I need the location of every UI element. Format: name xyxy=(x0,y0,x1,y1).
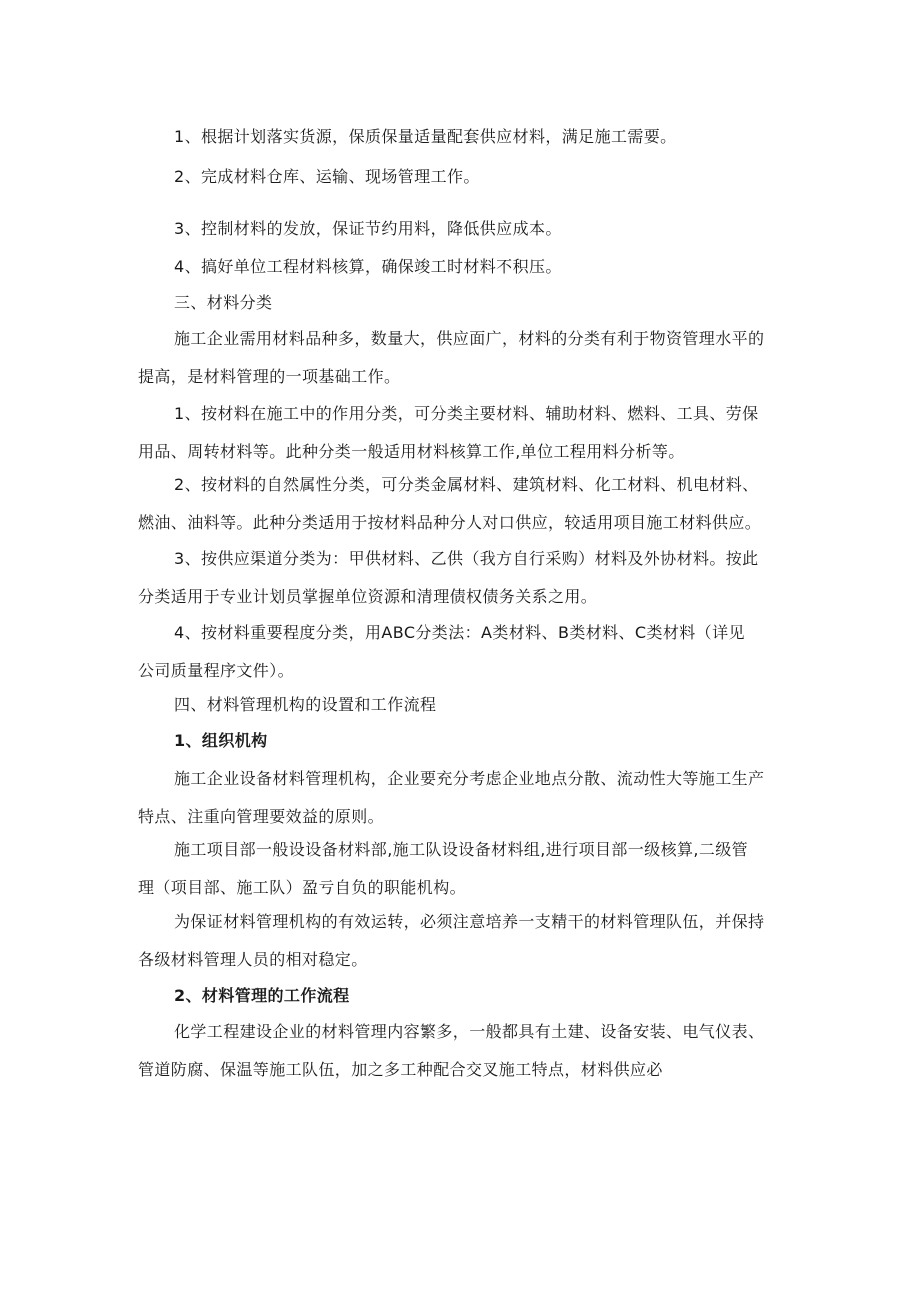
paragraph-line: 各级材料管理人员的相对稳定。 xyxy=(138,949,368,969)
paragraph-organization-1 xyxy=(138,760,798,835)
paragraph-workflow-1 xyxy=(138,1013,798,1088)
paragraph-line: 4、按材料重要程度分类，用ABC分类法：A类材料、B类材料、C类材料（详见 xyxy=(174,623,745,642)
paragraph-line: 2、完成材料仓库、运输、现场管理工作。 xyxy=(174,167,480,186)
paragraph-line: 化学工程建设企业的材料管理内容繁多，一般都具有土建、设备安装、电气仪表、 xyxy=(174,1022,765,1041)
paragraph-line: 燃油、油料等。此种分类适用于按材料品种分人对口供应，较适用项目施工材料供应。 xyxy=(138,512,762,532)
paragraph-line: 为保证材料管理机构的有效运转，必须注意培养一支精干的材料管理队伍，并保持 xyxy=(174,912,765,931)
paragraph-line: 分类适用于专业计划员掌握单位资源和清理债权债务关系之用。 xyxy=(138,586,598,606)
paragraph-line: 管道防腐、保温等施工队伍，加之多工种配合交叉施工特点，材料供应必 xyxy=(138,1059,663,1079)
paragraph-classification-3 xyxy=(138,540,798,615)
paragraph-item-1 xyxy=(138,118,798,156)
paragraph-line: 2、按材料的自然属性分类，可分类金属材料、建筑材料、化工材料、机电材料、 xyxy=(174,475,759,494)
paragraph-line: 1、根据计划落实货源，保质保量适量配套供应材料，满足施工需要。 xyxy=(174,127,677,146)
paragraph-line: 特点、注重向管理要效益的原则。 xyxy=(138,806,385,826)
paragraph-line: 公司质量程序文件）。 xyxy=(138,660,295,680)
paragraph-classification-2 xyxy=(138,466,798,541)
paragraph-classification-intro xyxy=(138,320,798,395)
paragraph-organization-3 xyxy=(138,903,798,978)
paragraph-item-2 xyxy=(138,158,798,196)
paragraph-line: 1、按材料在施工中的作用分类，可分类主要材料、辅助材料、燃料、工具、劳保 xyxy=(174,404,759,423)
paragraph-line: 3、按供应渠道分类为：甲供材料、乙供（我方自行采购）材料及外协材料。按此 xyxy=(174,549,759,568)
paragraph-line: 3、控制材料的发放，保证节约用料，降低供应成本。 xyxy=(174,219,562,238)
section-heading-3 xyxy=(138,284,798,322)
subheading-organization xyxy=(138,722,798,760)
paragraph-line: 施工项目部一般设设备材料部,施工队设设备材料组,进行项目部一级核算,二级管 xyxy=(174,840,749,859)
paragraph-classification-1 xyxy=(138,395,798,470)
paragraph-line: 施工企业设备材料管理机构，企业要充分考虑企业地点分散、流动性大等施工生产 xyxy=(174,769,765,788)
paragraph-organization-2 xyxy=(138,831,798,906)
subheading-workflow xyxy=(138,977,798,1015)
paragraph-classification-4 xyxy=(138,614,798,689)
paragraph-line: 提高，是材料管理的一项基础工作。 xyxy=(138,366,401,386)
subheading-text: 1、组织机构 xyxy=(174,731,268,750)
paragraph-item-3 xyxy=(138,210,798,248)
section-heading-4 xyxy=(138,686,798,724)
paragraph-line: 施工企业需用材料品种多，数量大，供应面广，材料的分类有利于物资管理水平的 xyxy=(174,329,765,348)
section-heading-text: 四、材料管理机构的设置和工作流程 xyxy=(174,695,437,714)
paragraph-item-4 xyxy=(138,248,798,286)
paragraph-line: 用品、周转材料等。此种分类一般适用材料核算工作,单位工程用料分析等。 xyxy=(138,441,685,461)
subheading-text: 2、材料管理的工作流程 xyxy=(174,986,350,1005)
section-heading-text: 三、材料分类 xyxy=(174,293,273,312)
paragraph-line: 4、搞好单位工程材料核算，确保竣工时材料不积压。 xyxy=(174,257,562,276)
paragraph-line: 理（项目部、施工队）盈亏自负的职能机构。 xyxy=(138,877,467,897)
